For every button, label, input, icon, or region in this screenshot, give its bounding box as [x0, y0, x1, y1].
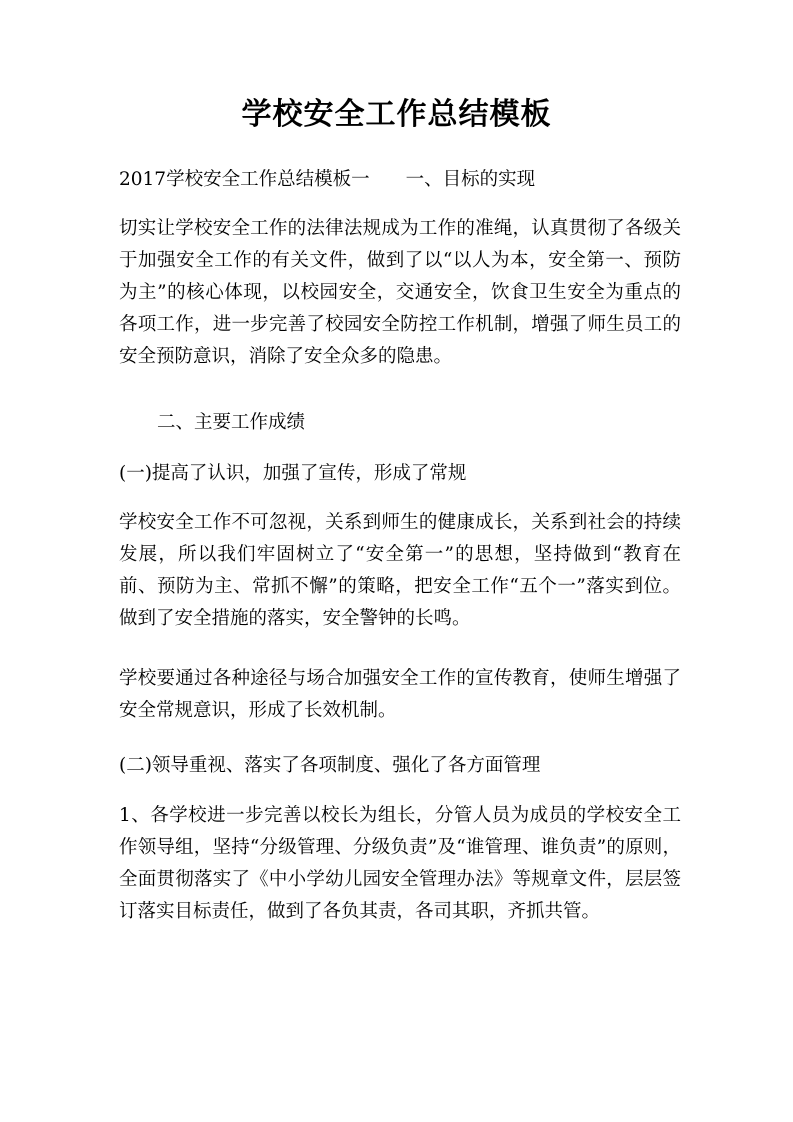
document-title: 学校安全工作总结模板 — [241, 97, 552, 132]
subheading-awareness-publicity: (一)提高了认识，加强了宣传，形成了常规 — [119, 463, 467, 484]
paragraph-leadership-group: 1、各学校进一步完善以校长为组长，分管人员为成员的学校安全工作领导组，坚持“分级管理、分级负责”及“谁管理、谁负责”的原则，全面贯彻落实了《中小学幼儿园安全管理办法》等规章文件，层层签订落实目标责任，做到了各负其责，各司其职，齐抓共管。 — [119, 805, 681, 922]
paragraph-safety-education: 学校要通过各种途径与场合加强安全工作的宣传教育，使师生增强了安全常规意识，形成了长效机制。 — [119, 668, 681, 721]
subtitle-right: 一、目标的实现 — [405, 169, 536, 190]
subheading-leadership-management: (二)领导重视、落实了各项制度、强化了各方面管理 — [119, 755, 541, 776]
subtitle-left: 2017学校安全工作总结模板一 — [119, 169, 370, 190]
subtitle-line — [119, 166, 535, 194]
paragraph-safety-importance: 学校安全工作不可忽视，关系到师生的健康成长，关系到社会的持续发展，所以我们牢固树立了“安全第一”的思想，坚持做到“教育在前、预防为主、常抓不懈”的策略，把安全工作“五个一”落实到位。做到了安全措施的落实，安全警钟的长鸣。 — [119, 512, 681, 629]
paragraph-goal-implementation: 切实让学校安全工作的法律法规成为工作的准绳，认真贯彻了各级关于加强安全工作的有关文件，做到了以“以人为本，安全第一、预防为主”的核心体现，以校园安全，交通安全，饮食卫生安全为重点的各项工作，进一步完善了校园安全防控工作机制，增强了师生员工的安全预防意识，消除了安全众多的隐患。 — [119, 218, 681, 367]
section-heading-main-results: 二、主要工作成绩 — [157, 412, 306, 433]
